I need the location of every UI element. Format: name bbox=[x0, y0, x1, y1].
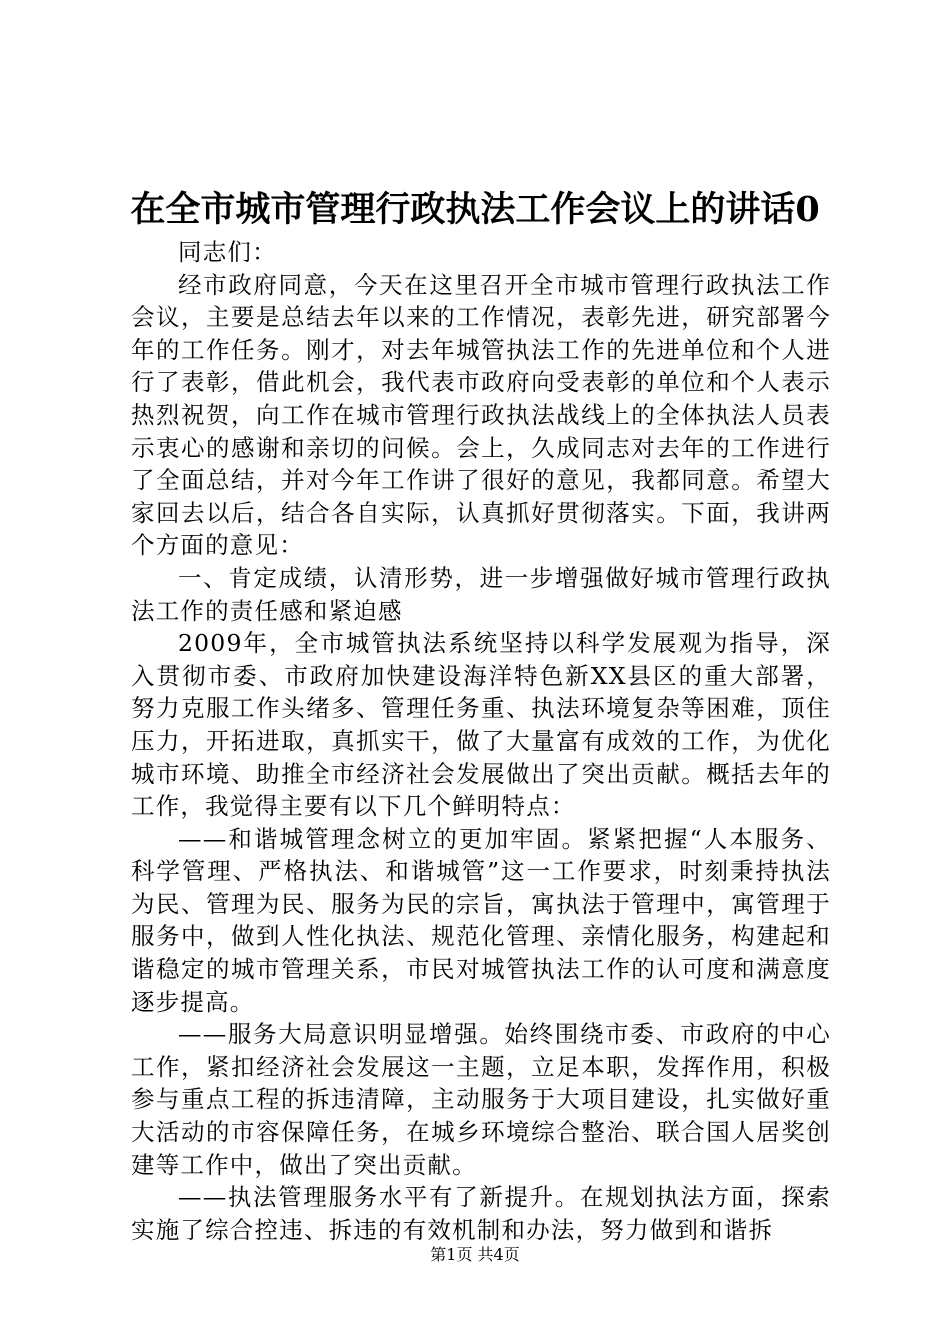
harmony-paragraph: ——和谐城管理念树立的更加牢固。紧紧把握“人本服务、科学管理、严格执法、和谐城管”这一工作要求，时刻秉持执法为民、管理为民、服务为民的宗旨，寓执法于管理中，寓管理于服务中，做到人性化执法、规范化管理、亲情化服务，构建起和谐稳定的城市管理关系，市民对城管执法工作的认可度和满意度逐步提高。 bbox=[131, 824, 831, 1016]
salutation-paragraph: 同志们： bbox=[178, 238, 277, 266]
service-paragraph: ——服务大局意识明显增强。始终围绕市委、市政府的中心工作，紧扣经济社会发展这一主题，立足本职，发挥作用，积极参与重点工程的拆违清障，主动服务于大项目建设，扎实做好重大活动的市容保障任务，在城乡环境综合整治、联合国人居奖创建等工作中，做出了突出贡献。 bbox=[131, 1020, 831, 1179]
enforcement-paragraph: ——执法管理服务水平有了新提升。在规划执法方面，探索实施了综合控违、拆违的有效机制和办法，努力做到和谐拆 bbox=[131, 1183, 831, 1244]
page-number-footer: 第1页 共4页 bbox=[430, 1245, 520, 1264]
document-body bbox=[131, 236, 831, 1246]
page-title: 在全市城市管理行政执法工作会议上的讲话0 bbox=[130, 189, 820, 230]
achievements-paragraph: 2009年，全市城管执法系统坚持以科学发展观为指导，深入贯彻市委、市政府加快建设海洋特色新XX县区的重大部署，努力克服工作头绪多、管理任务重、执法环境复杂等困难，顶住压力，开拓进取，真抓实干，做了大量富有成效的工作，为优化城市环境、助推全市经济社会发展做出了突出贡献。概括去年的工作，我觉得主要有以下几个鲜明特点： bbox=[131, 629, 831, 821]
section-heading-paragraph: 一、肯定成绩，认清形势，进一步增强做好城市管理行政执法工作的责任感和紧迫感 bbox=[131, 563, 831, 625]
intro-paragraph: 经市政府同意，今天在这里召开全市城市管理行政执法工作会议，主要是总结去年以来的工作情况，表彰先进，研究部署今年的工作任务。刚才，对去年城管执法工作的先进单位和个人进行了表彰，借此机会，我代表市政府向受表彰的单位和个人表示热烈祝贺，向工作在城市管理行政执法战线上的全体执法人员表示衷心的感谢和亲切的问候。会上，久成同志对去年的工作进行了全面总结，并对今年工作讲了很好的意见，我都同意。希望大家回去以后，结合各自实际，认真抓好贯彻落实。下面，我讲两个方面的意见： bbox=[131, 270, 831, 560]
